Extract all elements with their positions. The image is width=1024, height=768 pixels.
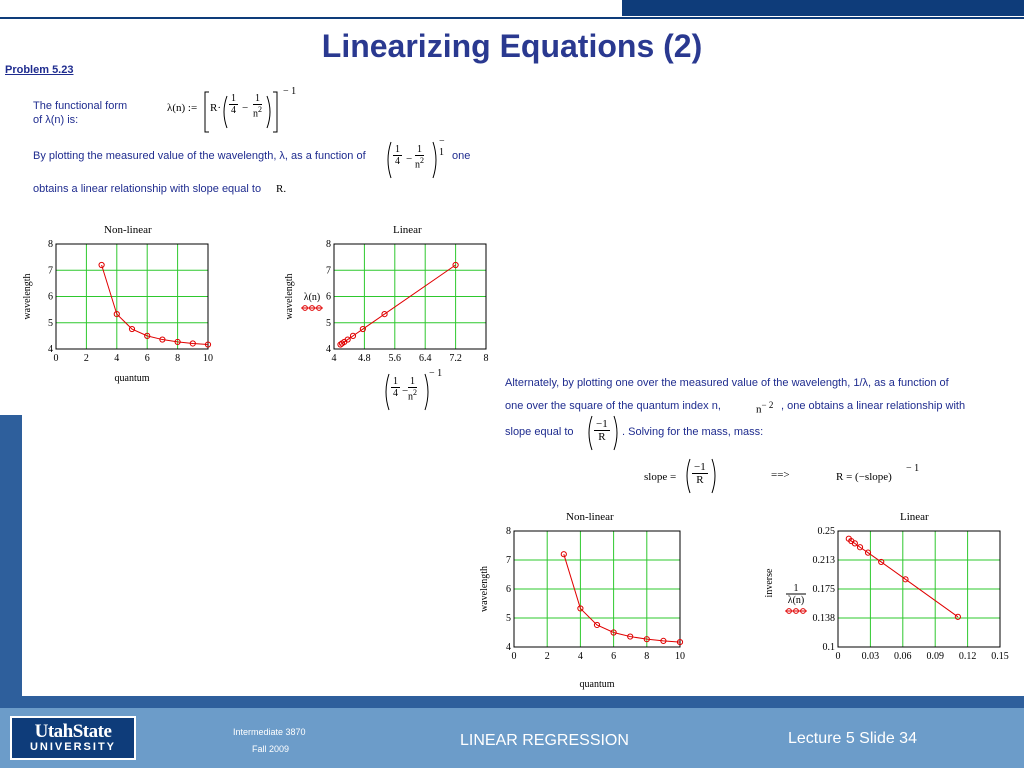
x-tick-label: 4 [331, 353, 337, 364]
chart1-title: Non-linear [104, 224, 152, 236]
y-tick-label: 0.138 [812, 613, 835, 624]
chart-linear-bottom [760, 523, 1012, 689]
series-line [564, 554, 680, 642]
x-tick-label: 5.6 [388, 353, 402, 364]
series-line [102, 265, 208, 345]
alternate-line1: Alternately, by plotting one over the measured value of the wavelength, 1/λ, as a function of [505, 377, 949, 389]
denominator: 4 [231, 105, 236, 116]
R-equation-exponent: − 1 [906, 463, 920, 474]
functional-form-line1: The functional form [33, 100, 128, 112]
fraction-inverse-n2 [253, 93, 262, 119]
denominator: R [696, 474, 704, 486]
alternate-line3b: . Solving for the mass, mass: [622, 426, 764, 438]
x-tick-label: 0.15 [991, 651, 1009, 662]
exponent-minus2: − 2 [761, 400, 774, 410]
denominator: 4 [395, 156, 400, 167]
plot-description-line2: obtains a linear relationship with slope equal to [33, 183, 262, 195]
alternate-line3a: slope equal to [505, 426, 574, 438]
y-tick-label: 6 [506, 584, 511, 595]
fraction-neg-1-over-R [692, 461, 708, 486]
chart-nonlinear-top [20, 236, 220, 392]
n-symbol: n [756, 403, 762, 416]
n-symbol: n [408, 391, 413, 403]
exponent-2: 2 [258, 105, 262, 114]
x-axis-label: quantum [579, 679, 615, 690]
y-tick-label: 8 [48, 239, 53, 250]
minus-sign: − [242, 102, 249, 114]
y-tick-label: 0.213 [812, 555, 835, 566]
numerator: 1 [231, 93, 236, 104]
y-tick-label: 0.1 [822, 642, 835, 653]
topic-label: LINEAR REGRESSION [460, 732, 629, 749]
x-tick-label: 8 [644, 651, 650, 662]
y-tick-label: 6 [326, 291, 331, 303]
top-rule [0, 17, 1024, 19]
x-tick-label: 7.2 [449, 353, 462, 364]
x-tick-label: 6 [144, 353, 150, 364]
x-tick-label: 0.12 [958, 651, 977, 662]
plot-description-end: one [452, 150, 471, 162]
data-point [338, 342, 343, 347]
y-axis-label: wavelength [22, 273, 33, 320]
chart4-title: Linear [900, 511, 929, 523]
numerator: 1 [255, 93, 260, 104]
y-tick-label: 5 [506, 613, 511, 624]
course-label: Intermediate 3870 [233, 727, 306, 737]
x-tick-label: 10 [203, 353, 213, 364]
y-label-series: λ(n) [787, 595, 805, 606]
data-point [561, 552, 566, 557]
equation-R: R· [210, 102, 221, 114]
exponent-2: 2 [413, 388, 417, 397]
minus-sign: − [406, 153, 413, 165]
minus-sign: − [402, 385, 409, 397]
chart-linear-top [282, 236, 492, 368]
x-tick-label: 0 [511, 651, 517, 662]
denominator [253, 105, 262, 119]
x-tick-label: 4 [114, 353, 120, 364]
y-tick-label: 5 [48, 317, 53, 329]
lecture-slide-label: Lecture 5 Slide 34 [788, 730, 917, 747]
x-axis-label: quantum [114, 373, 150, 384]
chart2-title: Linear [393, 224, 422, 236]
logo-line1: UtahState [34, 721, 112, 742]
denominator: R [598, 431, 606, 443]
fraction-quarter [393, 144, 402, 167]
y-tick-label: 7 [48, 265, 53, 277]
numerator: 1 [410, 376, 415, 387]
y-tick-label: 0.25 [817, 526, 835, 537]
x-tick-label: 4 [577, 651, 583, 662]
alternate-line2b: , one obtains a linear relationship with [781, 400, 966, 412]
y-tick-label: 8 [506, 526, 511, 537]
x-tick-label: 10 [675, 651, 685, 662]
alternate-line2a: one over the square of the quantum index n, [505, 400, 721, 412]
y-tick-label: 7 [506, 555, 511, 566]
expression-exponent: − 1 [439, 136, 445, 158]
slope-R: R. [276, 183, 287, 195]
x-tick-label: 0.09 [926, 651, 944, 662]
R-equation: R = (−slope) [836, 471, 892, 483]
x-tick-label: 2 [544, 651, 550, 662]
n-symbol: n [253, 108, 258, 120]
top-accent-bar [622, 0, 1024, 16]
problem-label: Problem 5.23 [5, 64, 74, 76]
neg-inverse-R [586, 413, 622, 453]
y-tick-label: 5 [326, 317, 331, 329]
university-logo [10, 716, 136, 760]
logo-line2: UNIVERSITY [29, 741, 116, 753]
x-tick-label: 6 [611, 651, 617, 662]
numerator: 1 [417, 144, 422, 155]
denominator [415, 156, 424, 170]
x-tick-label: 2 [83, 353, 89, 364]
fraction-inverse-n2 [415, 144, 424, 170]
lambda-equation [167, 88, 307, 134]
x-tick-label: 8 [175, 353, 181, 364]
slope-fraction [684, 456, 720, 496]
equation-lhs: λ(n) := [167, 102, 198, 114]
exponent-2: 2 [420, 156, 424, 165]
n-symbol: n [415, 159, 420, 171]
y-tick-label: 6 [48, 291, 53, 303]
x-tick-label: 0 [835, 651, 841, 662]
numerator: 1 [395, 144, 400, 155]
denominator: 4 [393, 388, 398, 399]
term-label: Fall 2009 [252, 744, 290, 754]
denominator [408, 388, 417, 402]
x-tick-label: 6.4 [418, 353, 432, 364]
chart2-x-expression [383, 370, 443, 414]
y-axis-label: wavelength [479, 565, 490, 613]
x-tick-label: 8 [483, 353, 489, 364]
y-tick-label: 4 [48, 344, 53, 355]
slope-label: slope = [644, 471, 677, 483]
y-tick-label: 4 [326, 344, 331, 355]
y-tick-label: 7 [326, 265, 331, 277]
y-tick-label: 0.175 [812, 584, 835, 595]
y-axis-label: inverse [764, 568, 775, 598]
implies-arrow: ==> [771, 469, 790, 481]
y-axis-label: wavelength [284, 273, 295, 320]
equation-exponent: − 1 [283, 86, 297, 97]
expression-exponent: − 1 [429, 368, 443, 379]
left-accent-stripe [0, 415, 22, 708]
left-white-panel [22, 415, 468, 708]
inverse-expression [385, 138, 445, 182]
functional-form-line2: of λ(n) is: [33, 114, 79, 126]
slide-title: Linearizing Equations (2) [321, 28, 703, 64]
x-tick-label: 0.06 [894, 651, 912, 662]
fraction-neg-1-over-R [594, 418, 610, 443]
fraction-quarter [391, 376, 400, 399]
fraction-quarter [229, 93, 238, 116]
y-label-series: λ(n) [303, 292, 321, 303]
chart-nonlinear-bottom [476, 523, 686, 691]
y-label-fraction-numerator: 1 [793, 583, 799, 594]
series-line [340, 265, 455, 345]
numerator: −1 [694, 461, 706, 473]
x-tick-label: 4.8 [358, 353, 371, 364]
y-tick-label: 8 [326, 239, 331, 250]
plot-description: By plotting the measured value of the wavelength, λ, as a function of [33, 150, 366, 162]
x-tick-label: 0.03 [861, 651, 880, 662]
y-tick-label: 4 [506, 642, 511, 653]
numerator: −1 [596, 418, 608, 430]
x-tick-label: 0 [53, 353, 59, 364]
chart3-title: Non-linear [566, 511, 614, 523]
fraction-inverse-n2 [408, 376, 417, 402]
alternate-n [756, 400, 773, 416]
numerator: 1 [393, 376, 398, 387]
